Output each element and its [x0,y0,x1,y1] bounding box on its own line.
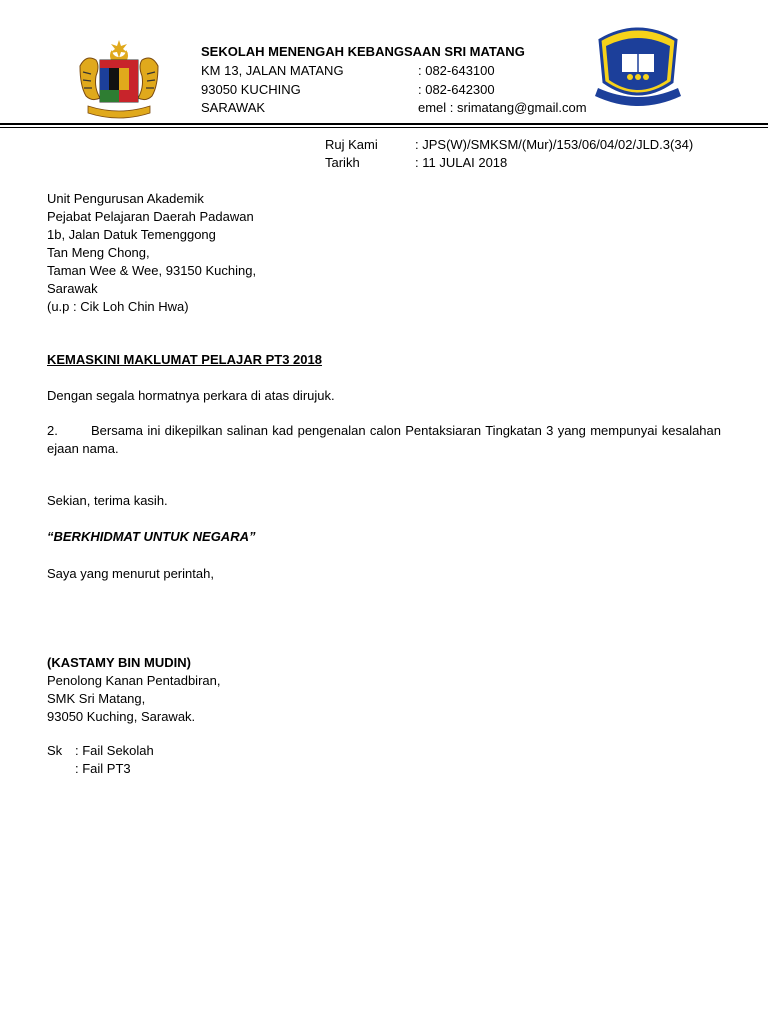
address-line-2: 93050 KUCHING [201,82,301,97]
header-divider-thick [0,123,768,125]
motto-line: “BERKHIDMAT UNTUK NEGARA” [47,529,256,544]
signatory-title: Penolong Kanan Pentadbiran, [47,673,221,688]
cc-block [47,742,721,778]
phone-row-1 [418,63,495,78]
recipient-line: 1b, Jalan Datuk Temenggong [47,227,216,242]
phone-row-2 [418,82,495,97]
date-label: Tarikh [325,155,360,170]
paragraph-number: 2. [47,423,58,438]
phone-number-1: : 082-643100 [418,63,495,78]
paragraph-2 [47,422,721,458]
cc-label: Sk [47,743,63,758]
cc-item: : Fail PT3 [75,761,131,776]
phone-number-2: : 082-642300 [418,82,495,97]
coat-of-arms-logo [74,38,164,122]
address-line-1: KM 13, JALAN MATANG [201,63,344,78]
signoff-intro: Saya yang menurut perintah, [47,566,214,581]
subject-line: KEMASKINI MAKLUMAT PELAJAR PT3 2018 [47,352,322,367]
recipient-line: Tan Meng Chong, [47,245,150,260]
reference-value: : JPS(W)/SMKSM/(Mur)/153/06/04/02/JLD.3(34) [415,137,694,152]
signature-block [47,654,721,726]
closing-line: Sekian, terima kasih. [47,493,168,508]
school-logo [592,24,684,108]
recipient-line: Pejabat Pelajaran Daerah Padawan [47,209,254,224]
signatory-address: 93050 Kuching, Sarawak. [47,709,196,724]
school-name: SEKOLAH MENENGAH KEBANGSAAN SRI MATANG [201,44,525,59]
greeting-paragraph: Dengan segala hormatnya perkara di atas dirujuk. [47,388,335,403]
recipient-line: Taman Wee & Wee, 93150 Kuching, [47,263,257,278]
cc-item: : Fail Sekolah [75,743,154,758]
address-line-3: SARAWAK [201,100,266,115]
date-value: : 11 JULAI 2018 [415,155,508,170]
recipient-line: Sarawak [47,281,98,296]
reference-label: Ruj Kami [325,137,378,152]
paragraph-2-text: Bersama ini dikepilkan salinan kad pengenalan calon Pentaksiaran Tingkatan 3 yang mempunyai kesalahan ejaan nama. [47,423,721,456]
recipient-line: Unit Pengurusan Akademik [47,191,204,206]
header-divider-thin [0,127,768,128]
email-line: emel : srimatang@gmail.com [418,100,587,115]
cc-row [47,760,721,778]
signatory-org: SMK Sri Matang, [47,691,146,706]
signatory-name: (KASTAMY BIN MUDIN) [47,655,191,670]
recipient-line: (u.p : Cik Loh Chin Hwa) [47,299,189,314]
cc-row [47,742,721,760]
recipient-address [47,190,721,316]
